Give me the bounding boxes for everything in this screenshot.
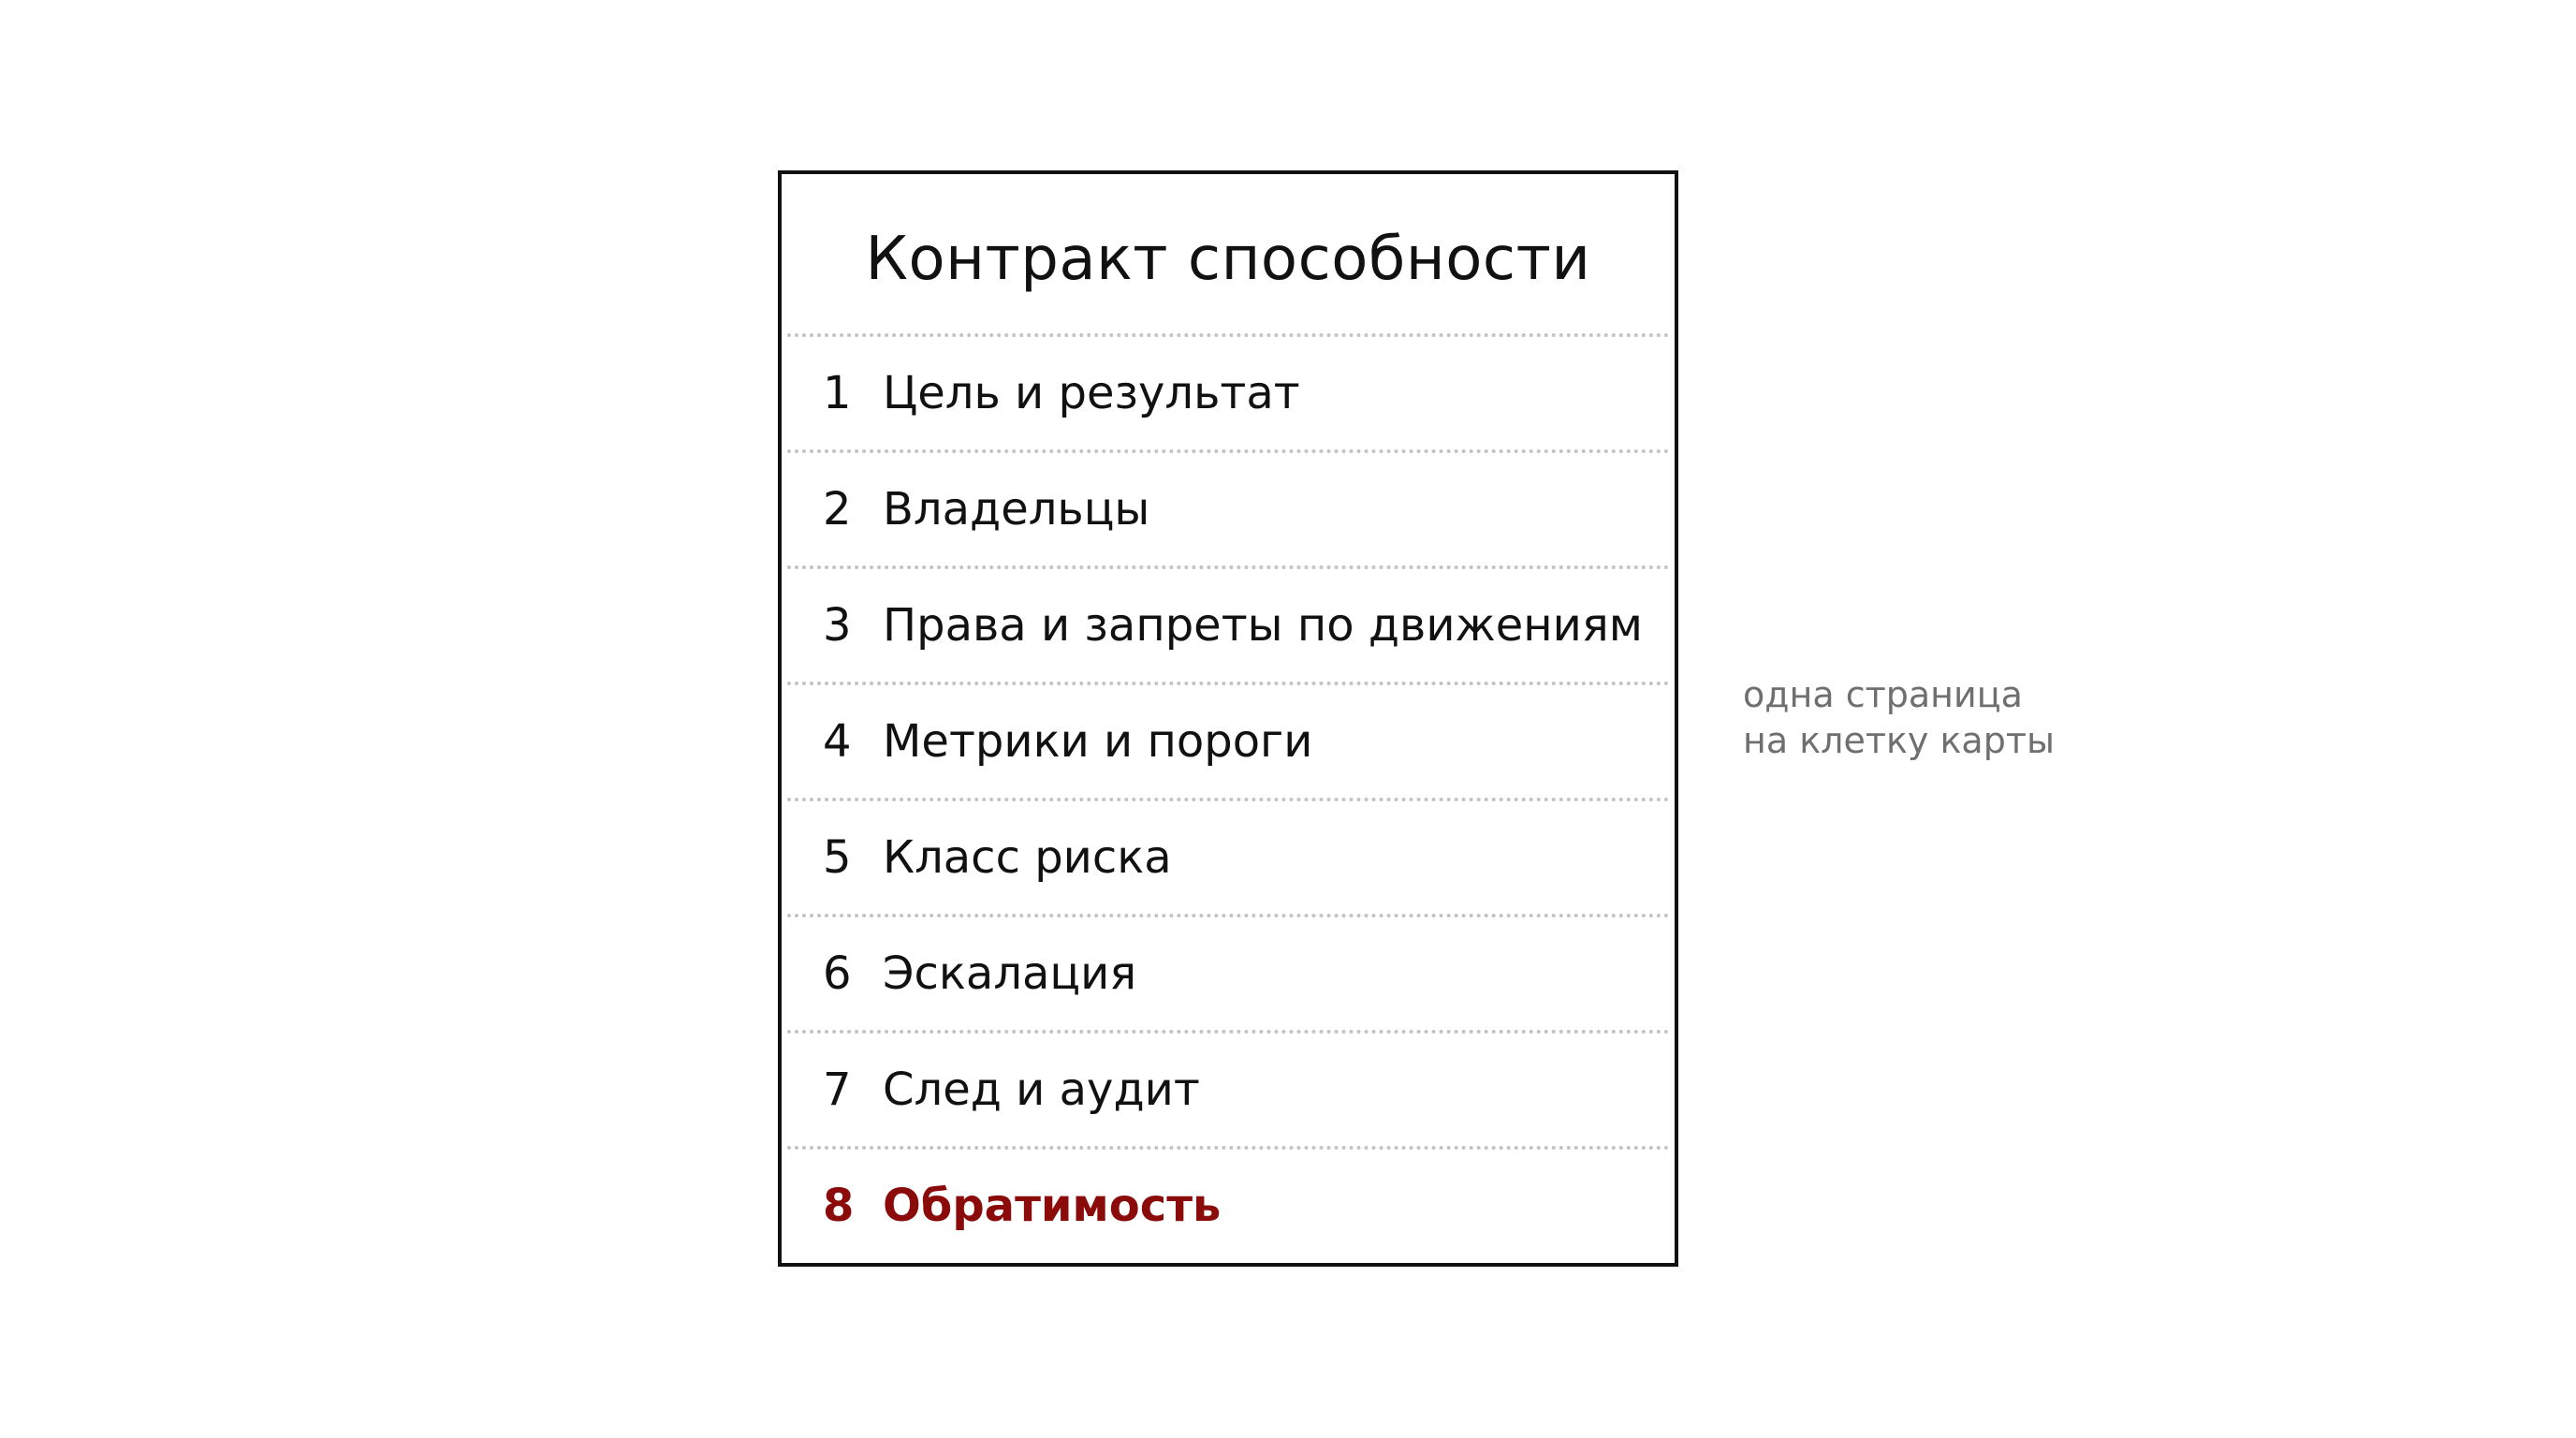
side-note	[1743, 672, 2055, 764]
list-item	[782, 683, 1675, 800]
item-label: Цель и результат	[883, 367, 1300, 419]
list-item	[782, 451, 1675, 567]
item-number: 1	[823, 367, 852, 419]
item-label: Владельцы	[883, 483, 1150, 536]
item-number: 8	[823, 1180, 855, 1232]
item-number: 7	[823, 1064, 852, 1116]
capability-contract-card	[778, 170, 1678, 1267]
item-label: След и аудит	[883, 1064, 1200, 1116]
list-item	[782, 335, 1675, 451]
item-label: Класс риска	[883, 831, 1172, 884]
item-number: 5	[823, 831, 852, 884]
item-number: 6	[823, 947, 852, 1000]
item-label: Права и запреты по движениям	[883, 599, 1643, 652]
item-number: 3	[823, 599, 852, 652]
list-item	[782, 1032, 1675, 1148]
item-number: 4	[823, 715, 852, 768]
item-label: Обратимость	[883, 1180, 1222, 1232]
item-number: 2	[823, 483, 852, 536]
list-item	[782, 916, 1675, 1032]
side-note-line: одна страница	[1743, 674, 2023, 715]
list-item-highlighted	[782, 1148, 1675, 1264]
side-note-line: на клетку карты	[1743, 720, 2055, 761]
list-item	[782, 800, 1675, 916]
list-item	[782, 567, 1675, 683]
item-label: Эскалация	[883, 947, 1137, 1000]
item-label: Метрики и пороги	[883, 715, 1313, 768]
card-title: Контракт способности	[865, 224, 1591, 294]
